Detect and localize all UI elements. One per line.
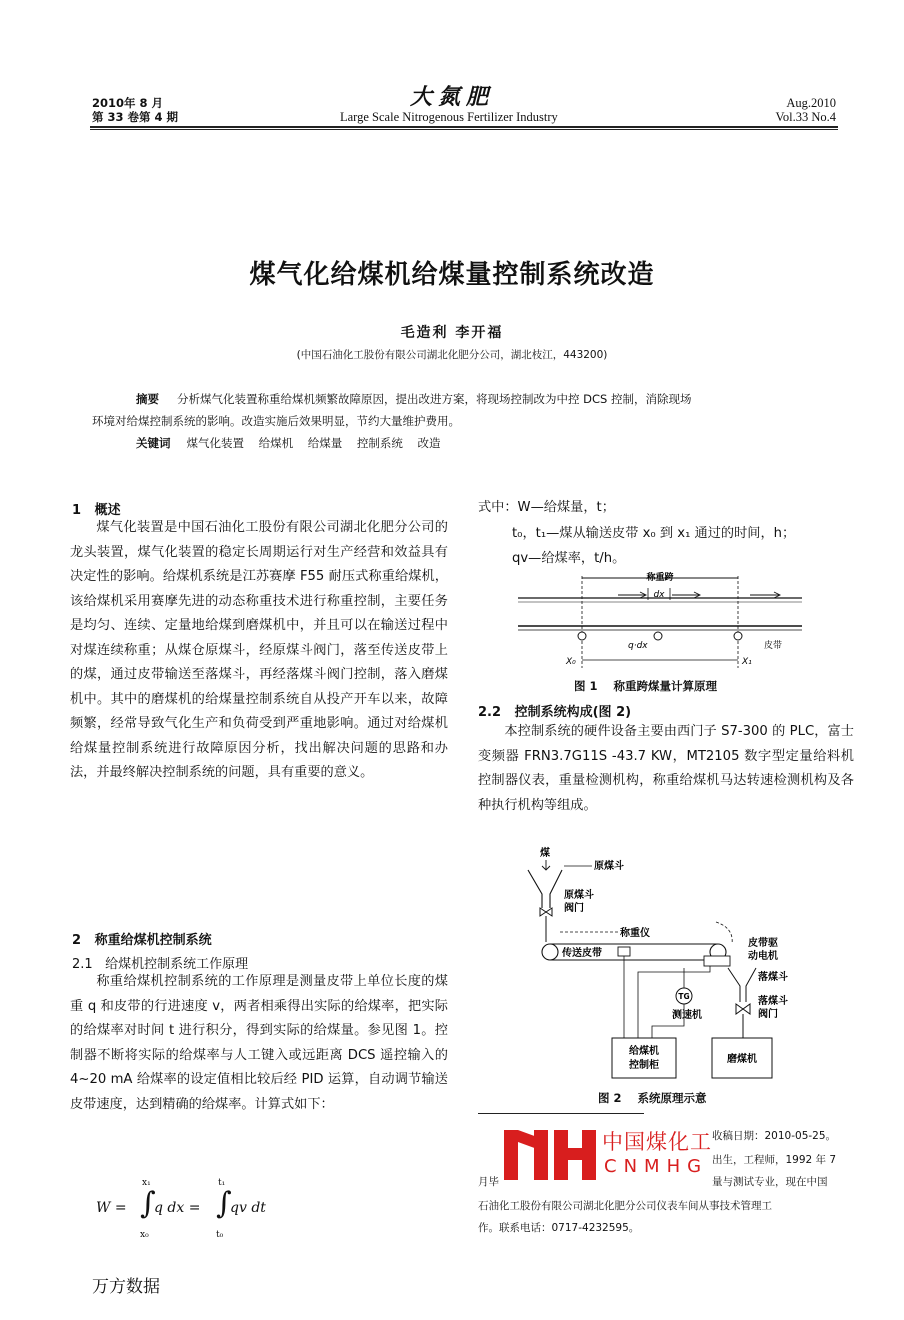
footnote-line-4: 石油化工股份有限公司湖北化肥分公司仪表车间从事技术管理工 — [478, 1200, 772, 1212]
figure-2-diagram — [520, 846, 810, 1086]
header-volume-cn: 第 33 卷第 4 期 — [92, 110, 179, 124]
fig2-coal-arrow — [542, 860, 550, 870]
fig1-span-label: 称重跨 — [646, 573, 674, 583]
section-2-2-paragraph: 本控制系统的硬件设备主要由西门子 S7-300 的 PLC，富士变频器 FRN3.7G11S -43.7 KW，MT2105 数字型定量给料机控制器仪表，重量检测机构，称重给煤机马达转速检测机构及各种执行机构等组成。 — [478, 724, 854, 813]
integral-sign-2: ∫ — [216, 1186, 232, 1221]
journal-logo-cn: 大氮肥 — [410, 84, 495, 110]
abstract-text-2: 环境对给煤控制系统的影响。改造实施后效果明显，节约大量维护费用。 — [92, 414, 460, 428]
fig1-qdx-label: q·dx — [628, 641, 648, 651]
formula-mid: q dx = — [154, 1200, 201, 1216]
section-2-1-heading: 2.1 给煤机控制系统工作原理 — [72, 957, 249, 972]
fig2-valve1-label-b: 阀门 — [564, 903, 584, 914]
fig2-coal-label: 煤 — [540, 848, 550, 859]
fig1-roller-x0 — [578, 632, 586, 640]
formula — [96, 1178, 396, 1242]
keywords-label: 关键词 — [136, 436, 171, 450]
fig2-motor-label-a: 皮带驱 — [748, 938, 778, 949]
section-1-paragraph: 煤气化装置是中国石油化工股份有限公司湖北化肥分公司的龙头装置，煤气化装置的稳定长周期运行对生产经营和效益具有决定性的影响。给煤机系统是江苏赛摩 F55 耐压式称重给煤机，该给煤机采用赛摩先进的动态称重技术进行称重控制，主要任务是均匀、连续、定量地给煤到磨煤机中，并且可以在输送过程中对煤连续称重；从煤仓原煤斗，经原煤斗阀门，落至传送皮带上的煤，通过皮带输送至落煤斗，再经落煤斗阀门控制，落入磨煤机中。其中的磨煤机的给煤量控制系统自从投产开车以来，故障频繁，经常导致气化生产和负荷受到严重地影响。通过对给煤机给煤量控制系统进行故障原因分析，找出解决问题的思路和办法，并最终解决控制系统的问题，具有重要的意义。 — [70, 520, 448, 780]
keywords-line — [136, 432, 441, 454]
fig2-motor-box — [704, 956, 730, 966]
integral-lower-1: x₀ — [140, 1230, 149, 1240]
formula-rhs: qv dt — [230, 1200, 266, 1216]
fig2-drop-hopper-shape — [728, 968, 756, 1002]
section-2-1-paragraph: 称重给煤机控制系统的工作原理是测量皮带上单位长度的煤重 q 和皮带的行进速度 v，两者相乘得出实际的给煤率，把实际的给煤率对时间 t 进行积分，得到实际的给煤量。参见图 1。控制器不断将实际的给煤率与人工键入或远距离 DCS 遥控输入的 4~20 mA 给煤率的设定值相比较后经 PID 运算，自动调节输送皮带速度，达到精确的给煤率。计算式如下： — [70, 974, 448, 1112]
fig2-hopper-label: 原煤斗 — [594, 861, 624, 872]
watermark-logo — [504, 1124, 596, 1180]
figure-1-caption: 图 1 称重跨煤量计算原理 — [574, 679, 718, 693]
fig2-motor-label-b: 动电机 — [748, 951, 778, 962]
paper-authors: 毛造利 李开福 — [400, 325, 504, 341]
where-line-1: 式中：W—给煤量，t； — [478, 500, 615, 515]
fig1-roller-x1 — [734, 632, 742, 640]
watermark-text-en: CNMHG — [604, 1156, 709, 1177]
fig2-weigher-label: 称重仪 — [620, 928, 650, 939]
integral-upper-1: x₁ — [142, 1178, 151, 1188]
integral-upper-2: t₁ — [218, 1178, 226, 1188]
footnote-line-5: 作。联系电话：0717-4232595。 — [478, 1222, 640, 1234]
section-1-heading: 1 概述 — [72, 503, 121, 518]
watermark-bar-6 — [582, 1130, 596, 1180]
watermark-bar-3 — [534, 1130, 548, 1180]
fig1-x1-label: X₁ — [742, 657, 752, 667]
footnote-line-2: 出生，工程师，1992 年 7 — [712, 1154, 837, 1166]
header-volume-en: Vol.33 No.4 — [775, 110, 836, 124]
header-rule-thin — [90, 129, 838, 130]
footer-source: 万方数据 — [92, 1277, 160, 1297]
paper-affiliation: (中国石油化工股份有限公司湖北化肥分公司，湖北枝江，443200) — [296, 349, 608, 361]
header-rule — [90, 126, 838, 128]
fig2-weigher-box — [618, 947, 630, 956]
where-line-3: qv—给煤率，t/h。 — [512, 551, 626, 566]
fig2-valve2-label-b: 阀门 — [758, 1009, 778, 1020]
abstract-label: 摘要 — [136, 392, 159, 406]
header-date-en: Aug.2010 — [786, 96, 836, 110]
keywords-text: 煤气化装置 给煤机 给煤量 控制系统 改造 — [186, 436, 441, 450]
section-2-heading: 2 称重给煤机控制系统 — [72, 933, 212, 948]
fig2-valve2-label-a: 落煤斗 — [758, 996, 788, 1007]
fig2-mill-label: 磨煤机 — [727, 1054, 757, 1065]
abstract-text-1: 分析煤气化装置称重给煤机频繁故障原因，提出改进方案，将现场控制改为中控 DCS 控制，消除现场 — [177, 392, 692, 406]
fig2-motor-dashed — [716, 922, 732, 944]
footnote-line-3b: 量与测试专业，现在中国 — [712, 1176, 828, 1188]
figure-2-caption: 图 2 系统原理示意 — [598, 1091, 707, 1105]
fig1-x0-label: X₀ — [566, 657, 576, 667]
fig1-arrow-3 — [750, 592, 780, 598]
watermark-bar-1 — [504, 1130, 518, 1180]
fig2-pulley-left — [542, 944, 558, 960]
fig1-dx-label: dx — [653, 590, 665, 600]
section-1-body — [70, 516, 448, 786]
fig2-valve1-label-a: 原煤斗 — [564, 890, 594, 901]
fig2-speed-label: 测速机 — [672, 1010, 702, 1021]
header-date-cn: 2010年 8 月 — [92, 96, 164, 110]
fig2-belt-label: 传送皮带 — [562, 948, 602, 959]
section-2-2-heading: 2.2 控制系统构成(图 2) — [478, 705, 632, 720]
footnote-rule — [478, 1113, 644, 1114]
integral-lower-2: t₀ — [216, 1230, 224, 1240]
where-line-2: t₀，t₁—煤从输送皮带 x₀ 到 x₁ 通过的时间，h； — [512, 526, 796, 541]
fig2-valve-2 — [736, 1004, 750, 1014]
fig1-arrow-2 — [672, 592, 700, 598]
footnote-line-1: 收稿日期：2010-05-25。 — [712, 1130, 837, 1142]
watermark-text-cn: 中国煤化工 — [602, 1130, 712, 1154]
fig2-controller-box — [612, 1038, 676, 1078]
fig1-roller-mid — [654, 632, 662, 640]
fig2-controller-label-a: 给煤机 — [629, 1046, 659, 1057]
fig1-arrow-1 — [618, 592, 646, 598]
integral-sign-1: ∫ — [140, 1186, 156, 1221]
fig1-belt-label: 皮带 — [764, 641, 783, 651]
section-2-1-body — [70, 970, 448, 1117]
fig2-motor-wire — [638, 966, 710, 1038]
section-2-2-body — [478, 720, 854, 818]
fig2-controller-label-b: 控制柜 — [629, 1060, 659, 1071]
fig2-hopper-shape — [528, 870, 562, 908]
journal-title-en: Large Scale Nitrogenous Fertilizer Industry — [340, 110, 558, 124]
abstract-line-1 — [136, 388, 692, 410]
formula-lhs: W = — [96, 1200, 127, 1216]
figure-1-diagram — [510, 568, 810, 672]
paper-title: 煤气化给煤机给煤量控制系统改造 — [249, 260, 655, 290]
fig2-tacho-label: TG — [678, 992, 690, 1001]
fig2-drop-hopper-label: 落煤斗 — [758, 972, 788, 983]
footnote-line-3a: 月毕 — [478, 1176, 499, 1188]
fig2-valve-1 — [540, 908, 552, 916]
